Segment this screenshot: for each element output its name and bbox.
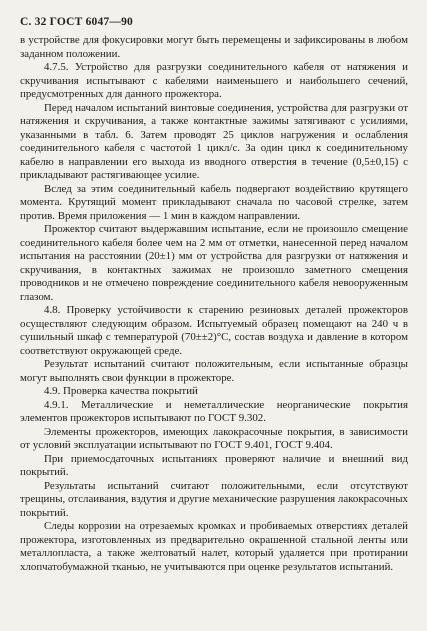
paragraph-acceptance-tests: При приемосдаточных испытаниях проверяют наличие и внешний вид покрытий.	[20, 452, 408, 478]
paragraph-test-procedure: Перед началом испытаний винтовые соединения, устройства для разгрузки от натяжения и скручивания, а также контактные зажимы затягивают с усилиями, указанными в табл. 6. Затем проводят 25 циклов нагружения и ослабления соединительного кабеля с частотой 1 цикл/с. За один цикл к соединительному кабелю в направлении его выхода из вводного отверстия в течение (0,5±0,15) с прикладывают растягивающее усилие.	[20, 101, 408, 181]
paragraph-4-9-1: 4.9.1. Металлические и неметаллические неорганические покрытия элементов прожекторов испытывают по ГОСТ 9.302.	[20, 398, 408, 424]
paragraph-4-7-5: 4.7.5. Устройство для разгрузки соединительного кабеля от натяжения и скручивания испытывают с кабелями наименьшего и наибольшего сечений, предусмотренных для данного прожектора.	[20, 61, 408, 100]
paragraph-4-8-result: Результат испытаний считают положительным, если испытанные образцы могут выполнять свои функции в прожекторе.	[20, 358, 408, 384]
paragraph-continuation: в устройстве для фокусировки могут быть перемещены и зафиксированы в любом заданном положении.	[20, 34, 408, 60]
paragraph-torque: Вслед за этим соединительный кабель подвергают воздействию крутящего момента. Крутящий момент прикладывают сначала по часовой стрелке, затем против. Время приложения — 1 мин в каждом направлении.	[20, 182, 408, 222]
page-header: С. 32 ГОСТ 6047—90	[20, 16, 133, 28]
section-heading-4-9: 4.9. Проверка качества покрытий	[44, 385, 198, 397]
paragraph-paint-coatings: Элементы прожекторов, имеющих лакокрасочные покрытия, в зависимости от условий эксплуатации испытывают по ГОСТ 9.401, ГОСТ 9.404.	[20, 425, 408, 451]
paragraph-corrosion-traces: Следы коррозии на отрезаемых кромках и пробиваемых отверстиях деталей прожектора, изготовленных из предварительно окрашенной стальной ленты или металлопласта, а также желтоватый налет, который удаляется при протирании хлопчатобумажной тканью, не учитываются при оценке результатов испытаний.	[20, 520, 408, 573]
document-body	[20, 34, 408, 574]
paragraph-coating-results: Результаты испытаний считают положительными, если отсутствуют трещины, отслаивания, вздутия и другие механические разрушения лакокрасочных покрытий.	[20, 479, 408, 519]
paragraph-4-8: 4.8. Проверку устойчивости к старению резиновых деталей прожекторов осуществляют следующим образом. Испытуемый образец помещают на 240 ч в сушильный шкаф с температурой (70±±2)°С, состав воздуха и давление в котором соответствуют окружающей среде.	[20, 304, 408, 357]
paragraph-pass-criteria: Прожектор считают выдержавшим испытание, если не произошло смещение соединительного кабеля более чем на 2 мм от отметки, нанесенной перед началом испытания на расстоянии (20±1) мм от устройства для разгрузки от натяжения и скручивания, в контактных зажимах не произошло заметного смещения проводников и не отмечено повреждение соединительного кабеля невооруженным глазом.	[20, 223, 408, 303]
